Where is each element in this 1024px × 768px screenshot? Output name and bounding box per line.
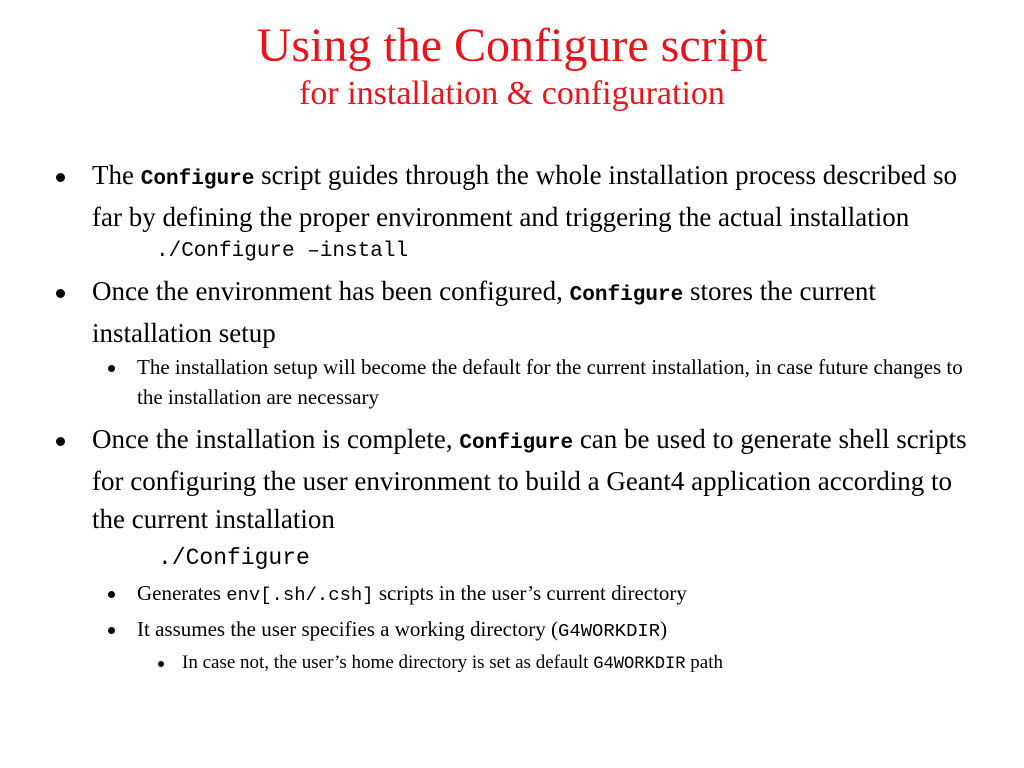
sub-bullet-text-post: scripts in the user’s current directory xyxy=(373,581,687,605)
g4workdir-code: G4WORKDIR xyxy=(593,655,686,674)
bullet-dot-icon xyxy=(56,173,65,182)
bullet-dot-icon xyxy=(108,591,115,598)
title-main: Using the Configure script xyxy=(256,19,768,72)
bullet-dot-icon xyxy=(108,365,115,372)
sub-bullet-text-post: ) xyxy=(660,617,668,641)
sub-bullet-installation-setup xyxy=(0,352,1024,412)
slide-title xyxy=(0,18,1024,114)
bullet-text-post: stores the current installation setup xyxy=(92,276,876,348)
sub-bullet-text-pre: Generates xyxy=(137,581,227,605)
bullet-dot-icon xyxy=(56,289,65,298)
sub-bullet-text-pre: It assumes the user specifies a working directory ( xyxy=(137,617,559,641)
bullet-text-pre: The xyxy=(92,160,141,190)
bullet-dot-icon xyxy=(56,437,65,446)
sub-sub-bullet-home-directory xyxy=(0,650,1024,678)
sub-bullet-text: The installation setup will become the default for the current installation, in case future changes to the installation are necessary xyxy=(137,355,963,409)
sub-bullet-working-directory xyxy=(0,614,1024,646)
bullet-configure-script xyxy=(0,156,1024,236)
bullet-text-post: can be used to generate shell scripts for configuring the user environment to build a Geant4 application according to the current installation xyxy=(92,424,967,534)
bullet-text-post: script guides through the whole installation process described so far by defining the proper environment and triggering the actual installation xyxy=(92,160,958,232)
bullet-dot-icon xyxy=(108,627,115,634)
install-command: ./Configure –install xyxy=(156,240,409,263)
g4workdir-code: G4WORKDIR xyxy=(558,620,661,642)
slide-content xyxy=(0,156,1024,678)
sub-sub-bullet-text-post: path xyxy=(685,652,723,673)
bullet-environment-configured xyxy=(0,272,1024,352)
configure-command: ./Configure xyxy=(158,545,310,571)
bullet-text-pre: Once the installation is complete, xyxy=(92,424,460,454)
bullet-dot-icon xyxy=(158,661,164,667)
env-script-code: env[.sh/.csh] xyxy=(226,584,374,606)
bullet-installation-complete xyxy=(0,420,1024,538)
configure-keyword: Configure xyxy=(459,431,574,455)
bullet-text-pre: Once the environment has been configured, xyxy=(92,276,570,306)
sub-sub-bullet-text-pre: In case not, the user’s home directory is set as default xyxy=(182,652,594,673)
configure-keyword: Configure xyxy=(140,167,255,191)
sub-bullet-generates-scripts xyxy=(0,578,1024,610)
configure-keyword: Configure xyxy=(569,283,684,307)
title-subtitle: for installation & configuration xyxy=(299,75,725,112)
